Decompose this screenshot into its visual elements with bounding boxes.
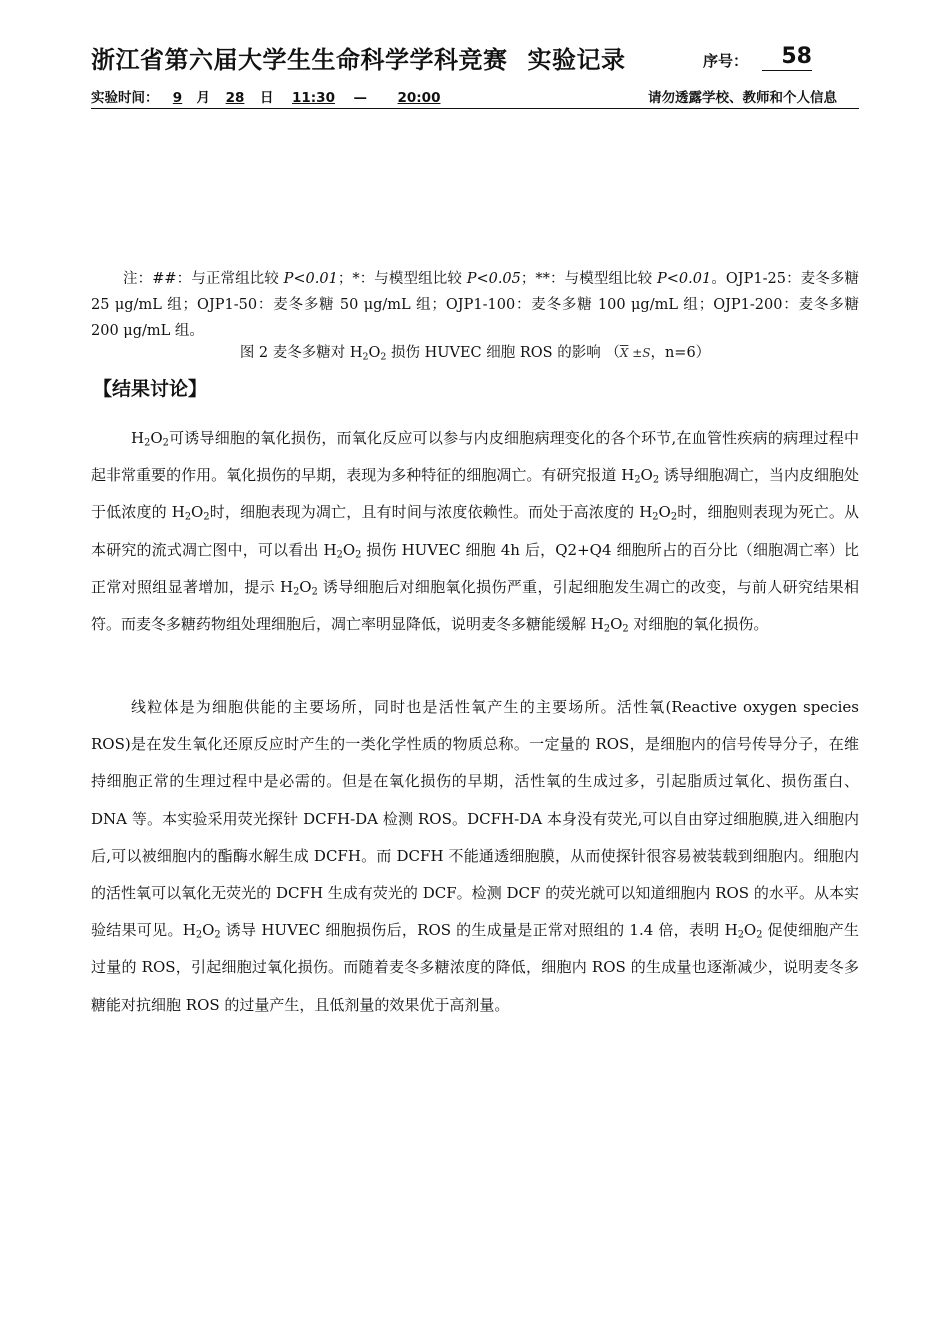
text: 线粒体是为细胞供能的主要场所，同时也是活性氧产生的主要场所。活性氧(Reactive oxygen species ROS)是在发生氧化还原反应时产生的一类化学性质的物质总称。一定量的 ROS，是细胞内的信号传导分子，在维持细胞正常的生理过程中是必需的。但是在氧化损伤的早期，活性氧的生成过多，引起脂质过氧化、损伤蛋白、DNA 等。本实验采用荧光探针 DCFH-DA 检测 ROS。DCFH-DA 本身没有荧光,可以自由穿过细胞膜,进入细胞内后,可以被细胞内的酯酶水解生成 DCFH。而 DCFH 不能通透细胞膜，从而使探针很容易被装载到细胞内。细胞内的活性氧可以氧化无荧光的 DCFH 生成有荧光的 DCF。检测 DCF 的荧光就可以知道细胞内 ROS 的水平。从本实验结果可见。H — [91, 698, 859, 940]
text: 时，细胞表现为凋亡，且有时间与浓度依赖性。而处于高浓度的 H — [209, 503, 653, 522]
day-unit: 日 — [260, 90, 274, 106]
text: O — [150, 429, 163, 447]
text: 时，细胞则表现为死亡。从本研究的流式凋亡图中，可以看出 H — [91, 503, 859, 559]
experiment-time-row — [91, 86, 859, 109]
subscript: 2 — [622, 623, 629, 635]
mean-sd-symbol — [620, 346, 651, 360]
subscript: 2 — [195, 929, 203, 941]
discussion-paragraph-1 — [91, 420, 859, 643]
privacy-notice: 请勿透露学校、教师和个人信息 — [648, 90, 837, 106]
discussion-paragraph-2 — [91, 689, 859, 1024]
text: O — [202, 921, 215, 940]
text: 诱导细胞凋亡，当内皮细胞处于低浓度的 H — [91, 466, 859, 522]
subscript: 2 — [203, 511, 210, 523]
text: O — [299, 577, 312, 596]
text: O — [342, 540, 356, 559]
subscript: 2 — [336, 549, 343, 561]
figure-note — [91, 266, 859, 344]
x-bar: $\overline{X}$ — [619, 346, 629, 360]
caption-text: O — [368, 345, 381, 361]
text: O — [610, 615, 623, 634]
subscript: 2 — [184, 511, 192, 523]
subscript: 2 — [652, 474, 660, 486]
month-value: 9 — [172, 90, 183, 106]
text: O — [191, 503, 204, 522]
figure-caption — [0, 342, 950, 364]
p-value: P<0.01 — [657, 271, 712, 287]
caption-text: ，n=6） — [650, 345, 711, 361]
time-dash: — — [353, 90, 367, 106]
subscript: 2 — [652, 511, 659, 523]
text: 促使细胞产生过量的 ROS，引起细胞过氧化损伤。而随着麦冬多糖浓度的降低，细胞内 ROS 的生成量也逐渐减少，说明麦冬多糖能对抗细胞 ROS 的过量产生，且低剂量的效果优于高剂量。 — [91, 921, 859, 1014]
caption-text: 损伤 HUVEC 细胞 ROS 的影响 （ — [386, 345, 620, 361]
plus-minus-s: ±S — [628, 346, 651, 360]
subscript: 2 — [737, 929, 744, 941]
note-text: 。OJP1-25：麦冬多糖 25 μg/mL 组；OJP1-50：麦冬多糖 50 μg/mL 组；OJP1-100：麦冬多糖 100 μg/mL 组；OJP1-200：麦冬多糖 200 μg/mL 组。 — [91, 271, 860, 339]
subscript: 2 — [162, 437, 169, 449]
note-text: ；*：与模型组比较 — [337, 271, 467, 287]
text: H — [131, 429, 145, 447]
sequence-number: 58 — [762, 44, 812, 71]
subscript: 2 — [756, 929, 763, 941]
start-time: 11:30 — [292, 90, 335, 106]
competition-title — [91, 40, 626, 75]
note-text: 注：##：与正常组比较 — [123, 271, 284, 287]
subscript: 2 — [214, 929, 221, 941]
sequence-label: 序号： — [703, 52, 749, 70]
subscript: 2 — [311, 586, 318, 598]
p-value: P<0.05 — [466, 271, 521, 287]
text: O — [743, 921, 757, 940]
section-heading: 【结果讨论】 — [93, 378, 208, 400]
subscript: 2 — [144, 437, 151, 449]
subscript: 2 — [380, 351, 387, 363]
note-text: ；**：与模型组比较 — [520, 271, 657, 287]
subscript: 2 — [362, 351, 369, 363]
month-unit: 月 — [196, 90, 210, 106]
record-type: 实验记录 — [527, 46, 626, 74]
text: O — [658, 503, 671, 522]
text: 损伤 HUVEC 细胞 4h 后，Q2+Q4 细胞所占的百分比（细胞凋亡率）比正常对照组显著增加，提示 H — [91, 540, 860, 596]
subscript: 2 — [634, 474, 641, 486]
time-label: 实验时间： — [91, 90, 159, 106]
p-value: P<0.01 — [283, 271, 338, 287]
subscript: 2 — [670, 511, 678, 523]
end-time: 20:00 — [397, 90, 441, 106]
text: 对细胞的氧化损伤。 — [628, 615, 769, 634]
day-value: 28 — [225, 90, 245, 106]
subscript: 2 — [603, 623, 611, 635]
text: O — [640, 466, 653, 485]
subscript: 2 — [355, 549, 362, 561]
text: 诱导细胞后对细胞氧化损伤严重，引起细胞发生凋亡的改变，与前人研究结果相符。而麦冬多糖药物组处理细胞后，凋亡率明显降低，说明麦冬多糖能缓解 H — [91, 577, 859, 634]
text: 可诱导细胞的氧化损伤，而氧化反应可以参与内皮细胞病理变化的各个环节,在血管性疾病的病理过程中起非常重要的作用。氧化损伤的早期，表现为多种特征的细胞凋亡。有研究报道 H — [91, 429, 859, 485]
subscript: 2 — [293, 586, 300, 598]
caption-text: 图 2 麦冬多糖对 H — [239, 345, 363, 361]
text: 诱导 HUVEC 细胞损伤后，ROS 的生成量是正常对照组的 1.4 倍，表明 H — [220, 921, 738, 940]
competition-name: 浙江省第六届大学生生命科学学科竞赛 — [91, 46, 508, 74]
